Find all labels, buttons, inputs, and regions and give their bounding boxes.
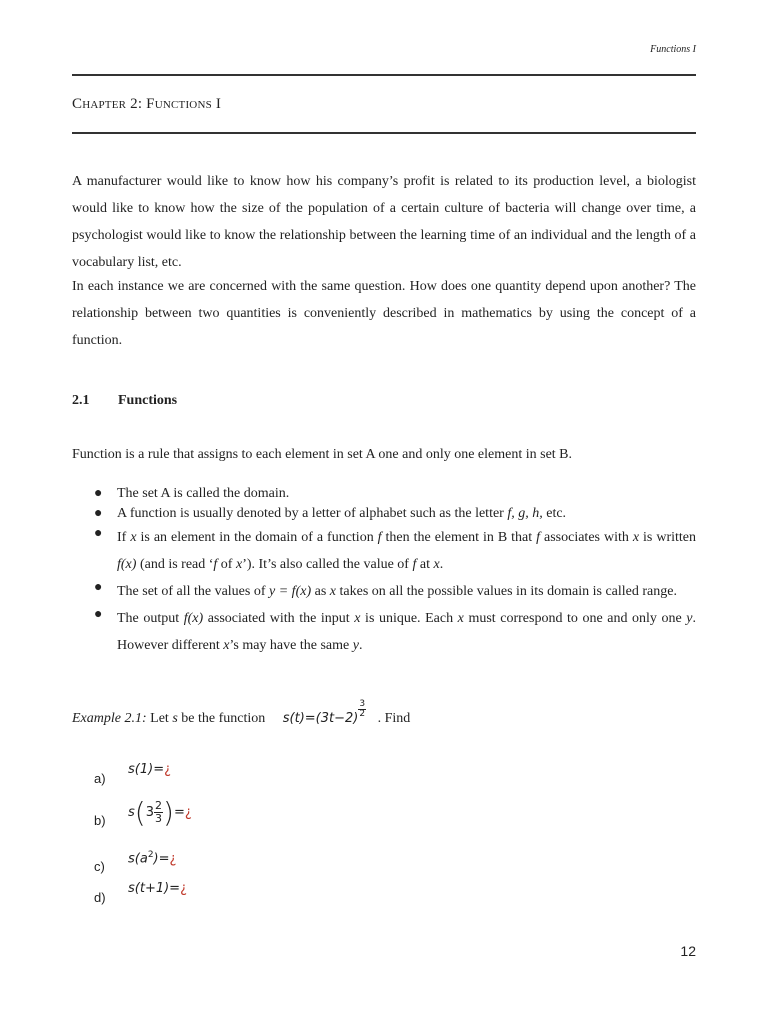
section-title: Functions [118, 393, 178, 408]
bottom-rule [72, 132, 696, 134]
bullet-icon: ● [94, 486, 103, 501]
chapter-title: Chapter 2: Functions I [72, 96, 222, 112]
properties-list [72, 484, 696, 659]
intro-paragraph-1: A manufacturer would like to know how his company’s profit is related to its production level, a biologist would like to know how the size of the population of a certain culture of bacteria will change over time, a psychologist would like to know the relationship between the learning time of an individual and the length of a vocabulary list, etc. [72, 174, 696, 270]
example-label: Example 2.1: [72, 711, 147, 726]
bullet-icon: ● [94, 607, 103, 622]
page-number: 12 [680, 943, 696, 959]
example-statement: Example 2.1: Let s be the function s(t)=(3t−2) $^{\frac{3}{2}}$ . Find [72, 699, 411, 726]
bullet-icon: ● [94, 580, 103, 595]
top-rule [72, 74, 696, 76]
intro-paragraph-2: In each instance we are concerned with the same question. How does one quantity depend upon another? The relationship between two quantities is conveniently described in mathematics by using the concept of a function. [72, 279, 696, 348]
bullet-icon: ● [94, 506, 103, 521]
list-item: ● The set of all the values of y = f(x) as x takes on all the possible values in its domain is called range. [72, 578, 696, 605]
list-item: ● The set A is called the domain. [72, 484, 696, 504]
list-item: ● If x is an element in the domain of a function f then the element in B that f associates with x is written f(x) (and is read ‘f of x’). It’s also called the value of f at x. [72, 524, 696, 578]
list-item: ● The output f(x) associated with the input x is unique. Each x must correspond to one and only one y. However different x’s may have the same y. [72, 605, 696, 659]
bullet-icon: ● [94, 526, 103, 541]
function-formula: s(t)=(3t−2) $^{\frac{3}{2}}$ [282, 699, 366, 726]
function-definition: Function is a rule that assigns to each element in set A one and only one element in set B. [72, 447, 573, 462]
list-item: ● A function is usually denoted by a letter of alphabet such as the letter f, g, h, etc. [72, 504, 696, 524]
running-header: Functions I [650, 44, 696, 55]
section-heading [72, 393, 177, 409]
section-number: 2.1 [72, 393, 90, 408]
